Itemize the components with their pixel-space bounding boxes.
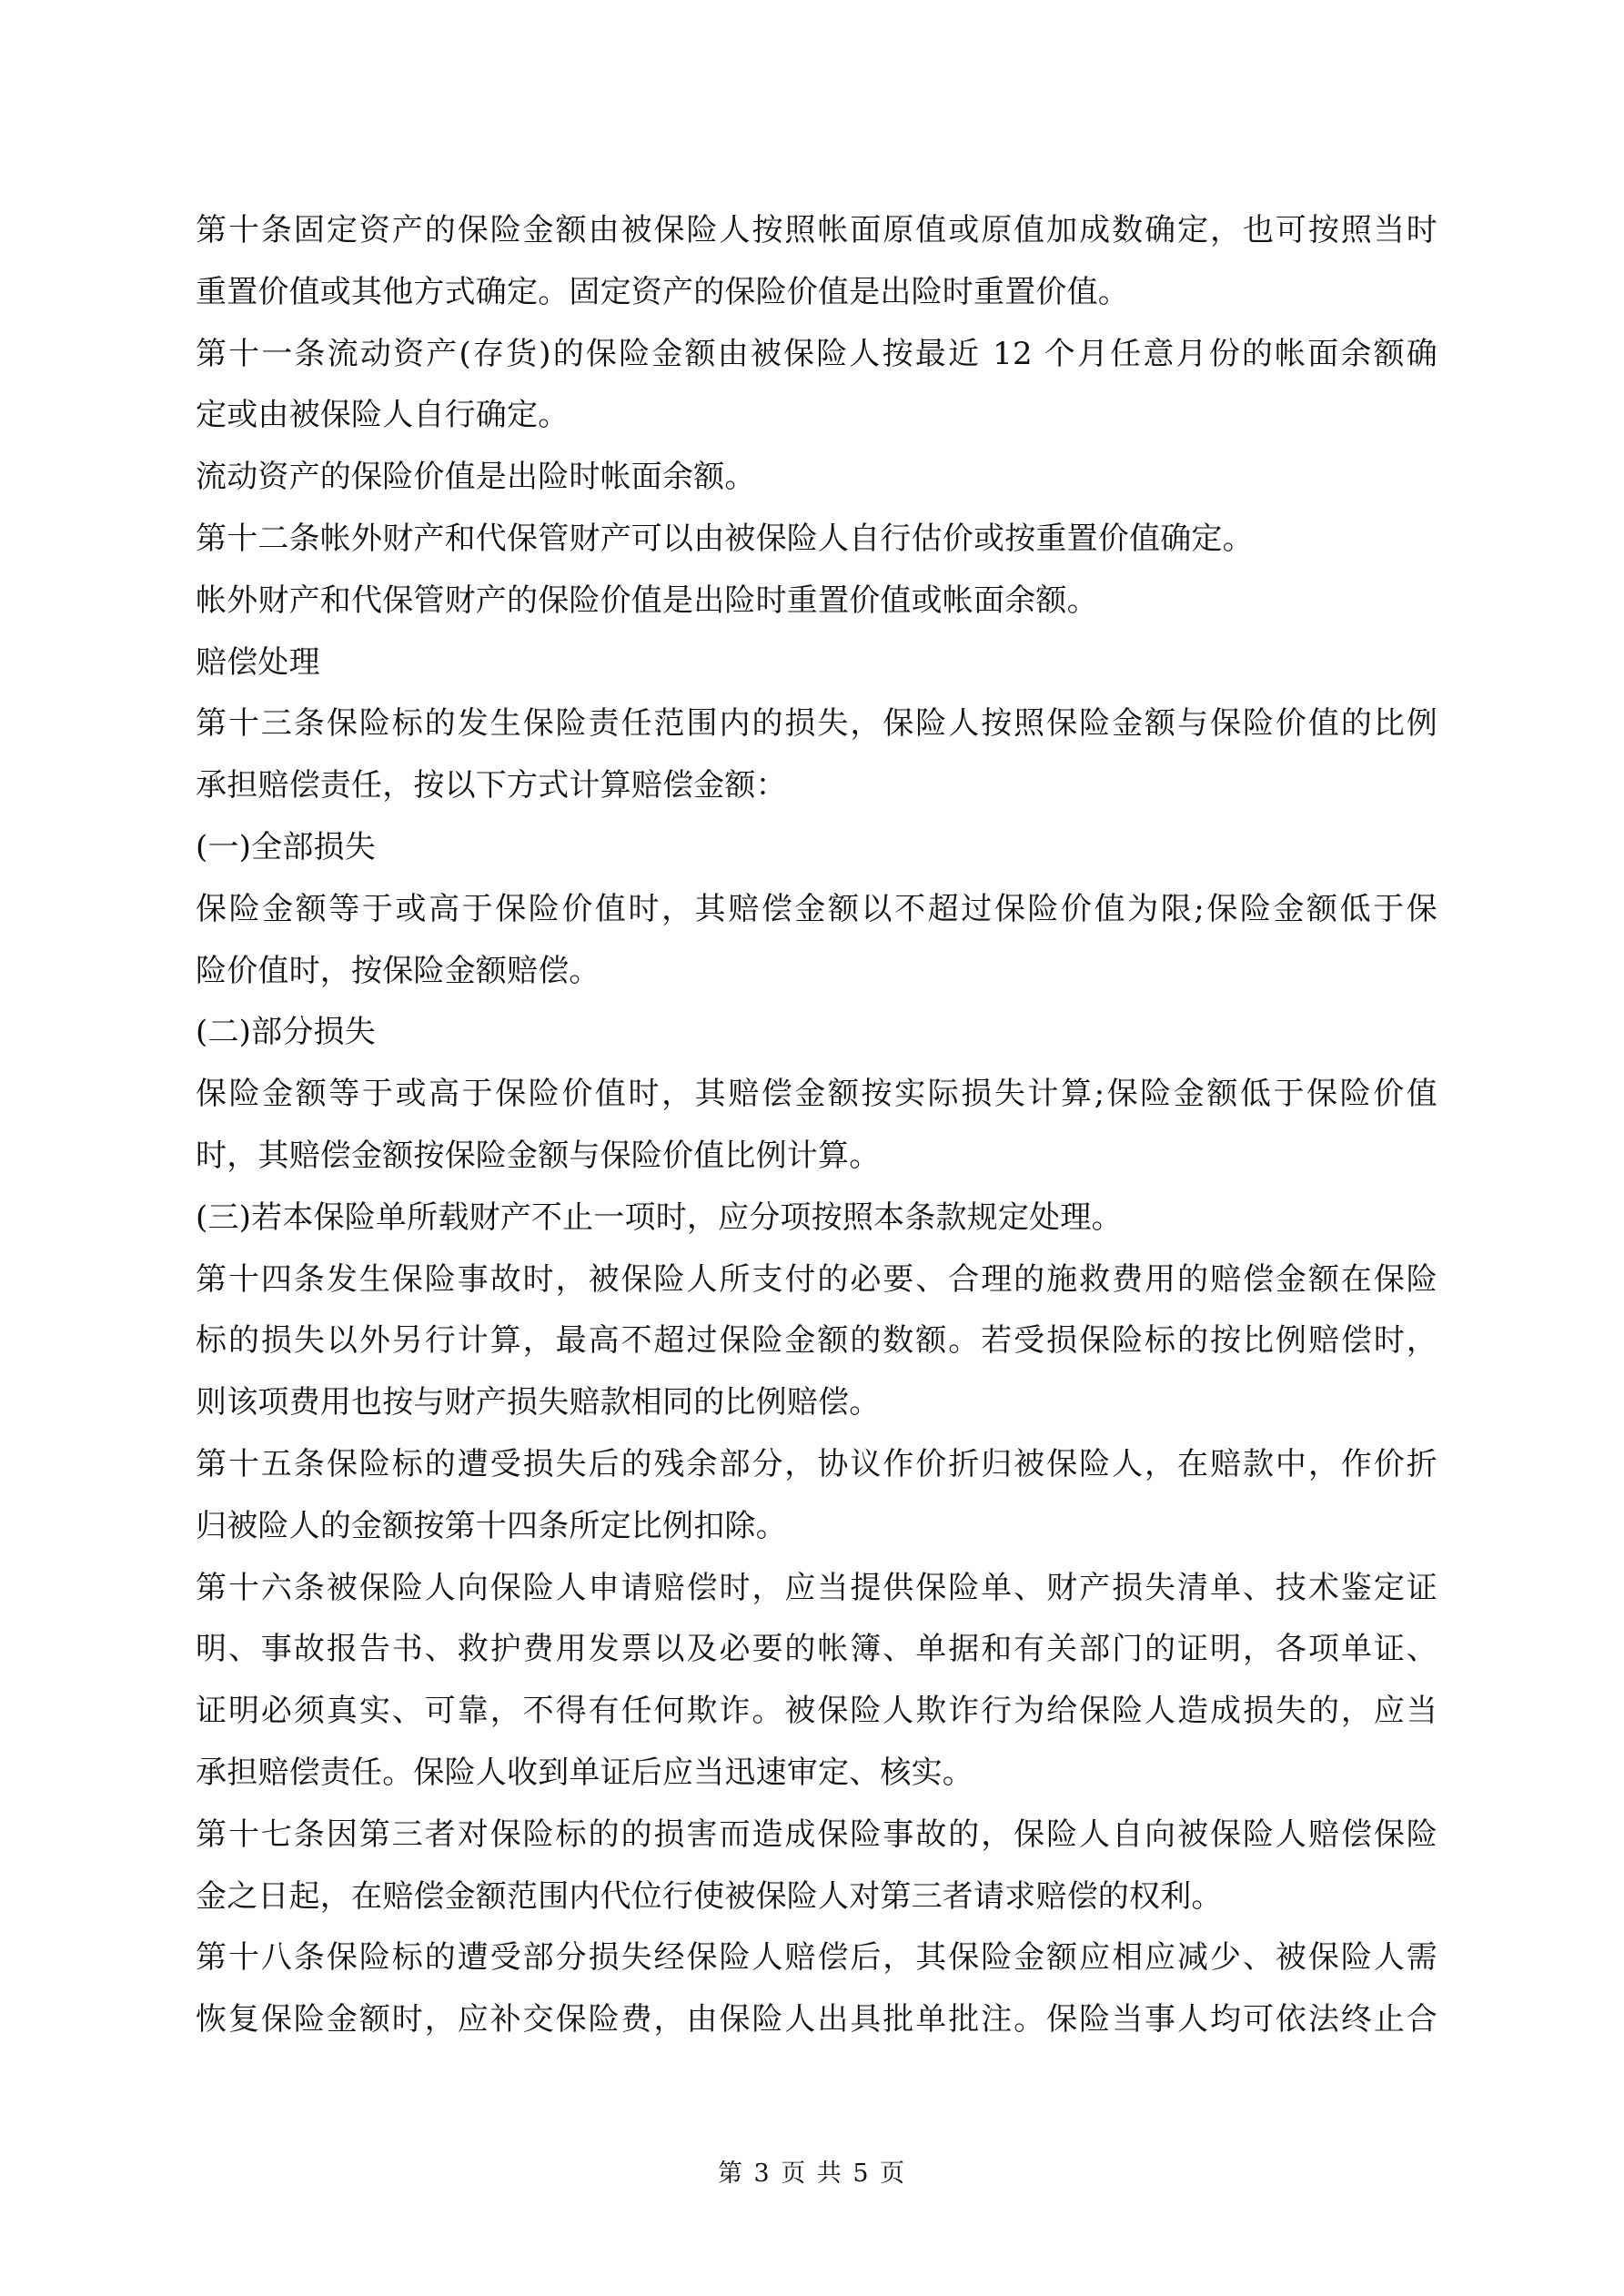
text-line: 承担赔偿责任。保险人收到单证后应当迅速审定、核实。 xyxy=(196,1754,973,1791)
text-line: 第十二条帐外财产和代保管财产可以由被保险人自行估价或按重置价值确定。 xyxy=(196,520,1254,557)
text-line: (一)全部损失 xyxy=(196,828,376,865)
text-line: 第十八条保险标的遭受部分损失经保险人赔偿后，其保险金额应相应减少、被保险人需 xyxy=(196,1939,1437,1977)
text-line: 险价值时，按保险金额赔偿。 xyxy=(196,952,600,989)
text-line: (二)部分损失 xyxy=(196,1014,376,1051)
text-line: 第十六条被保险人向保险人申请赔偿时，应当提供保险单、财产损失清单、技术鉴定证 xyxy=(196,1569,1437,1606)
text-line: 金之日起，在赔偿金额范围内代位行使被保险人对第三者请求赔偿的权利。 xyxy=(196,1877,1223,1915)
text-line: 第十五条保险标的遭受损失后的残余部分，协议作价折归被保险人，在赔款中，作价折 xyxy=(196,1445,1437,1482)
text-line: 赔偿处理 xyxy=(196,643,320,681)
text-line: 第十条固定资产的保险金额由被保险人按照帐面原值或原值加成数确定，也可按照当时 xyxy=(196,212,1437,248)
text-line: (三)若本保险单所载财产不止一项时，应分项按照本条款规定处理。 xyxy=(196,1199,1123,1236)
text-line: 流动资产的保险价值是出险时帐面余额。 xyxy=(196,459,756,496)
text-line: 归被险人的金额按第十四条所定比例扣除。 xyxy=(196,1507,787,1544)
page-footer: 第 3 页 共 5 页 xyxy=(717,2159,907,2188)
text-line: 时，其赔偿金额按保险金额与保险价值比例计算。 xyxy=(196,1137,881,1174)
text-line: 第十三条保险标的发生保险责任范围内的损失，保险人按照保险金额与保险价值的比例 xyxy=(196,705,1437,743)
text-line: 明、事故报告书、救护费用发票以及必要的帐簿、单据和有关部门的证明，各项单证、 xyxy=(196,1631,1437,1668)
text-line: 恢复保险金额时，应补交保险费，由保险人出具批单批注。保险当事人均可依法终止合 xyxy=(196,2001,1437,2038)
text-line: 承担赔偿责任，按以下方式计算赔偿金额： xyxy=(196,767,787,804)
text-line: 标的损失以外另行计算，最高不超过保险金额的数额。若受损保险标的按比例赔偿时， xyxy=(196,1322,1437,1360)
text-line: 重置价值或其他方式确定。固定资产的保险价值是出险时重置价值。 xyxy=(196,273,1129,310)
text-line: 保险金额等于或高于保险价值时，其赔偿金额以不超过保险价值为限;保险金额低于保 xyxy=(196,890,1437,927)
text-line: 则该项费用也按与财产损失赔款相同的比例赔偿。 xyxy=(196,1384,881,1421)
text-line: 帐外财产和代保管财产的保险价值是出险时重置价值或帐面余额。 xyxy=(196,582,1098,619)
text-line: 第十四条发生保险事故时，被保险人所支付的必要、合理的施救费用的赔偿金额在保险 xyxy=(196,1260,1437,1298)
text-line: 第十七条因第三者对保险标的的损害而造成保险事故的，保险人自向被保险人赔偿保险 xyxy=(196,1816,1437,1853)
text-line: 第十一条流动资产(存货)的保险金额由被保险人按最近 12 个月任意月份的帐面余额确 xyxy=(196,335,1437,372)
text-line: 定或由被保险人自行确定。 xyxy=(196,397,570,434)
text-line: 保险金额等于或高于保险价值时，其赔偿金额按实际损失计算;保险金额低于保险价值 xyxy=(196,1076,1437,1113)
text-line: 证明必须真实、可靠，不得有任何欺诈。被保险人欺诈行为给保险人造成损失的，应当 xyxy=(196,1693,1437,1730)
document-body xyxy=(196,200,1437,2051)
